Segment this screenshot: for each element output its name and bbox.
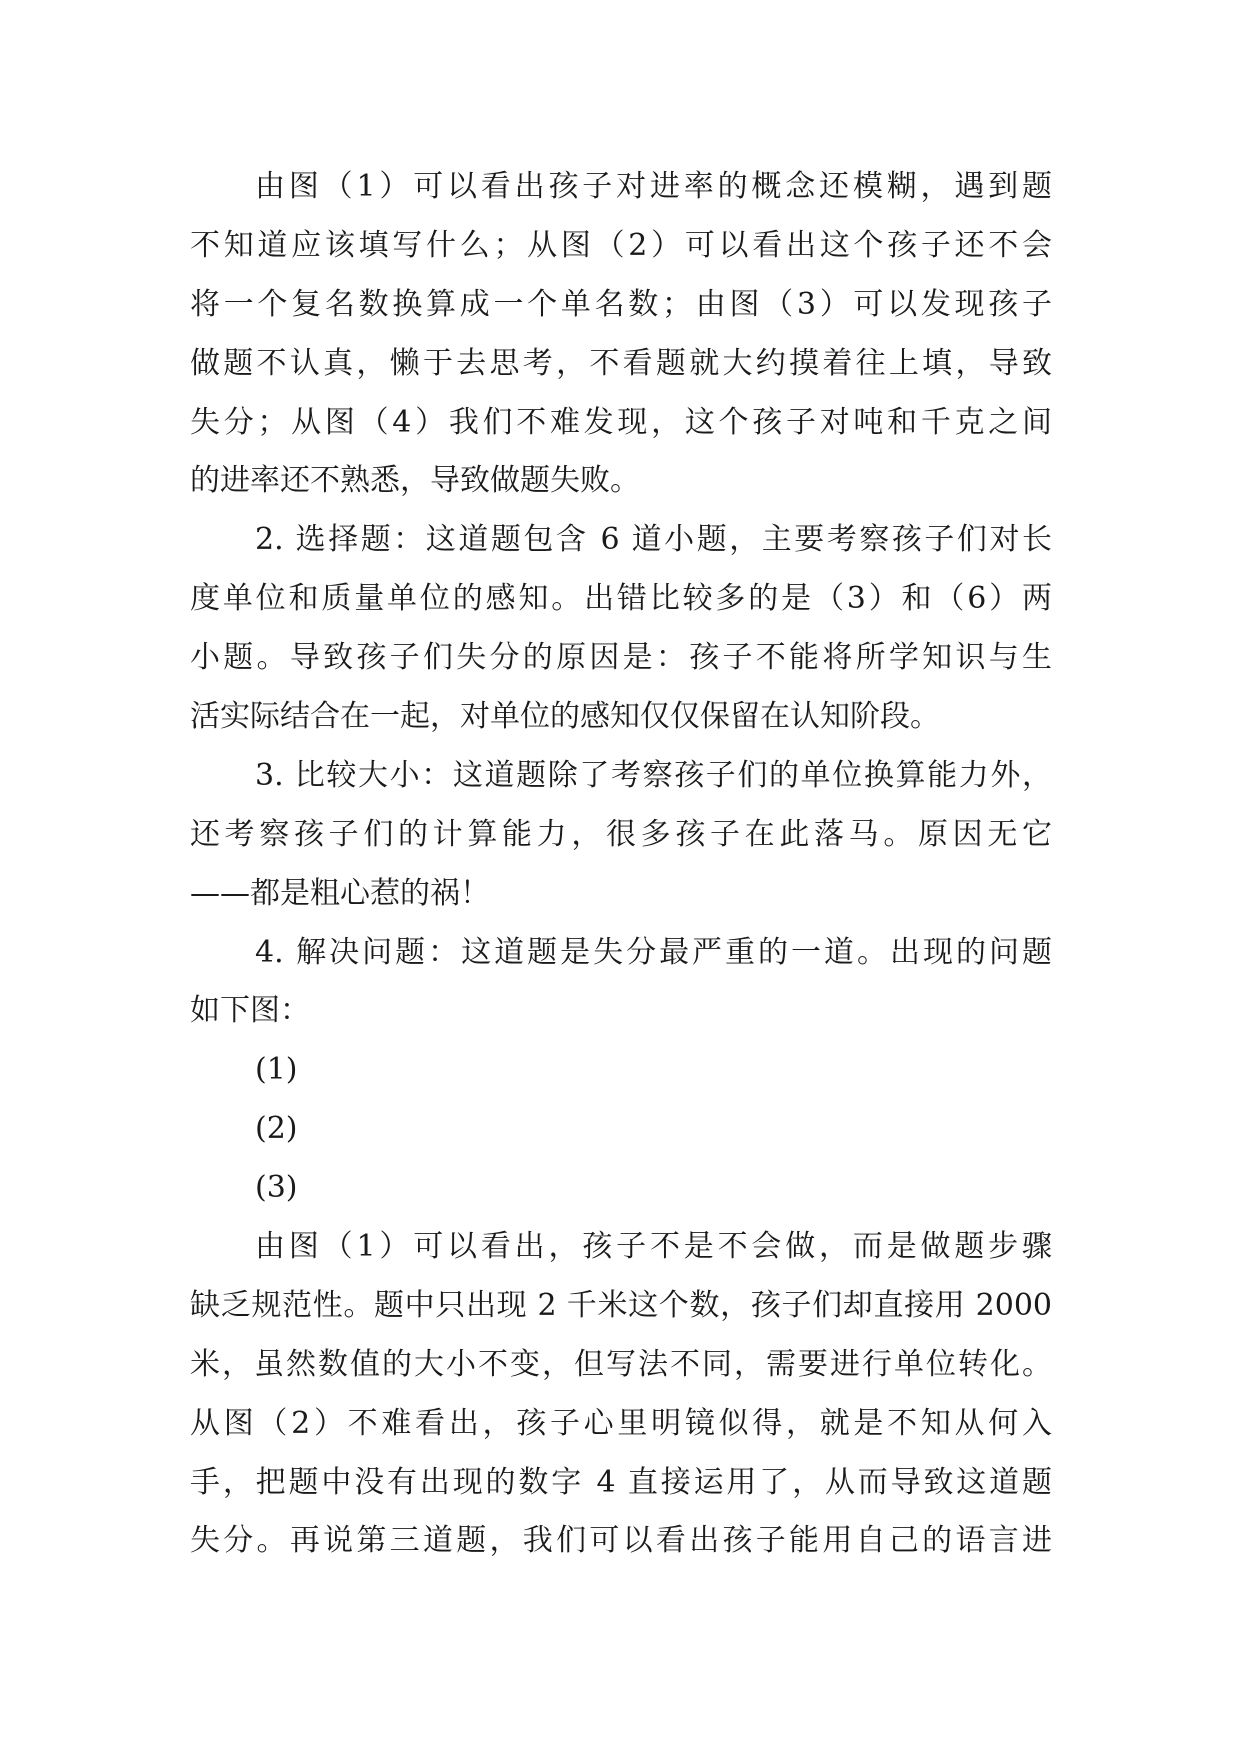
text-line: 3. 比较大小：这道题除了考察孩子们的单位换算能力外， xyxy=(255,757,1052,793)
text-line: (2) xyxy=(255,1111,298,1147)
text-line: 小题。导致孩子们失分的原因是：孩子不能将所学知识与生 xyxy=(190,640,1052,676)
text-line: 失分。再说第三道题，我们可以看出孩子能用自己的语言进 xyxy=(190,1523,1052,1559)
text-line: (1) xyxy=(255,1052,298,1088)
text-line: 失分；从图（4）我们不难发现，这个孩子对吨和千克之间 xyxy=(190,404,1052,440)
text-line: 4. 解决问题：这道题是失分最严重的一道。出现的问题 xyxy=(255,934,1052,970)
text-line: 的进率还不熟悉，导致做题失败。 xyxy=(190,463,640,499)
text-line: ——都是粗心惹的祸！ xyxy=(190,875,490,911)
text-line: 还考察孩子们的计算能力，很多孩子在此落马。原因无它 xyxy=(190,816,1052,852)
text-line: 度单位和质量单位的感知。出错比较多的是（3）和（6）两 xyxy=(190,581,1052,617)
text-line: (3) xyxy=(255,1170,298,1206)
body-text xyxy=(190,158,1052,1571)
text-line: 2. 选择题：这道题包含 6 道小题，主要考察孩子们对长 xyxy=(255,522,1052,558)
text-line: 由图（1）可以看出，孩子不是不会做，而是做题步骤 xyxy=(255,1229,1052,1265)
text-line: 由图（1）可以看出孩子对进率的概念还模糊，遇到题 xyxy=(255,169,1052,204)
text-line: 活实际结合在一起，对单位的感知仅仅保留在认知阶段。 xyxy=(190,699,940,735)
text-line: 米，虽然数值的大小不变，但写法不同，需要进行单位转化。 xyxy=(190,1346,1052,1382)
text-line: 手，把题中没有出现的数字 4 直接运用了，从而导致这道题 xyxy=(190,1464,1052,1500)
text-line: 如下图： xyxy=(190,993,310,1029)
text-line: 将一个复名数换算成一个单名数；由图（3）可以发现孩子 xyxy=(190,286,1052,322)
text-line: 从图（2）不难看出，孩子心里明镜似得，就是不知从何入 xyxy=(190,1405,1052,1441)
text-line: 做题不认真，懒于去思考，不看题就大约摸着往上填，导致 xyxy=(190,345,1052,381)
text-line: 缺乏规范性。题中只出现 2 千米这个数，孩子们却直接用 2000 xyxy=(190,1287,1052,1323)
text-line: 不知道应该填写什么；从图（2）可以看出这个孩子还不会 xyxy=(190,227,1052,263)
